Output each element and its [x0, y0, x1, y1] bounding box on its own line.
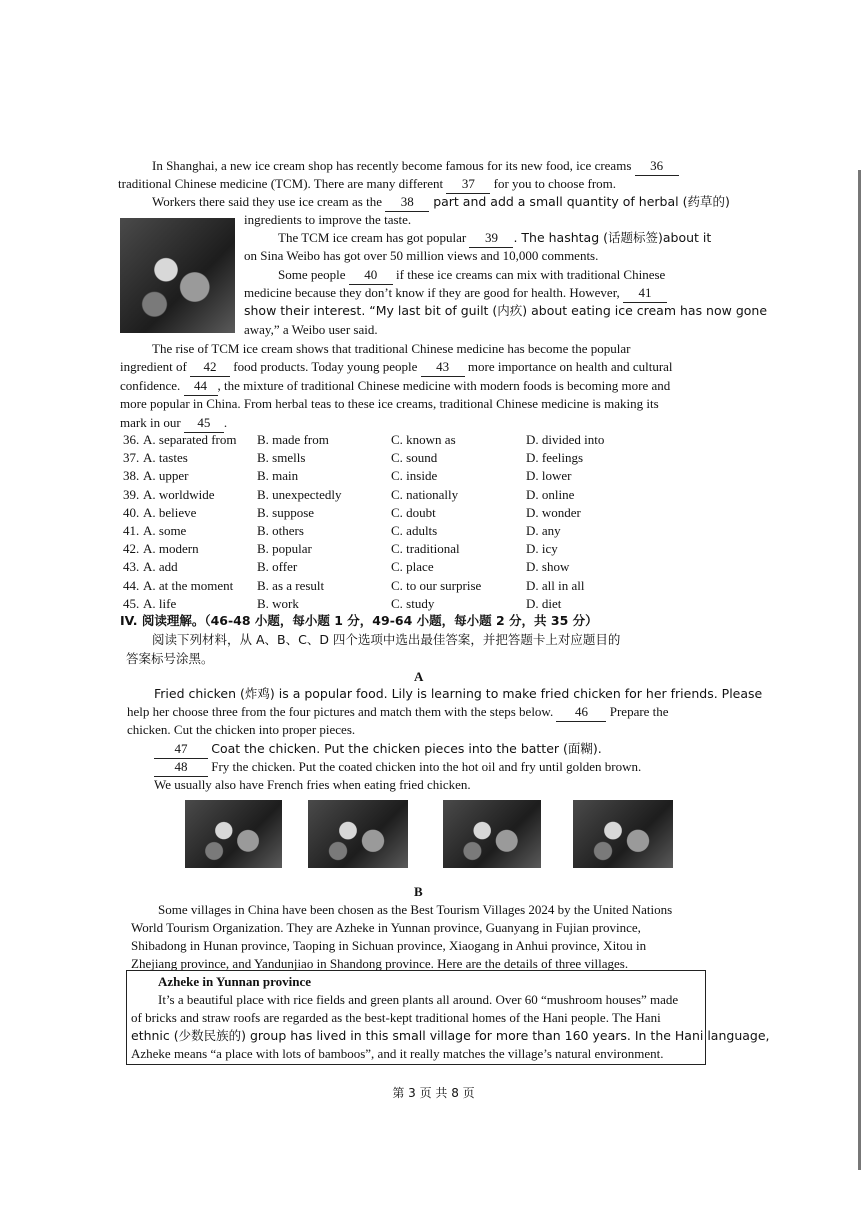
- blank-42: 42: [190, 358, 230, 377]
- option-row: [123, 541, 723, 559]
- question-number: 39.: [123, 486, 140, 502]
- option-d: D. show: [526, 559, 570, 575]
- part-a-line-3: chicken. Cut the chicken into proper pieces.: [127, 722, 356, 737]
- passage-line-11: The rise of TCM ice cream shows that traditional Chinese medicine has become the popular: [152, 341, 631, 356]
- passage-line-15: mark in our 45 .: [120, 414, 227, 433]
- option-a: A. some: [143, 523, 187, 538]
- section-instruction-2: 答案标号涂黑。: [126, 651, 214, 666]
- blank-36: 36: [635, 157, 679, 176]
- option-row: [123, 432, 723, 450]
- blank-44: 44: [184, 377, 218, 396]
- option-b: B. offer: [257, 559, 298, 575]
- option-d: D. online: [526, 486, 575, 502]
- option-a: A. separated from: [143, 432, 237, 447]
- question-number: 38.: [123, 468, 140, 484]
- blank-39: 39: [469, 229, 513, 248]
- passage-line-12: ingredient of 42 food products. Today young people 43 more importance on health and cultural: [120, 358, 673, 377]
- option-a: A. at the moment: [143, 577, 234, 593]
- scan-edge: [858, 170, 861, 1170]
- option-c: C. doubt: [391, 504, 436, 520]
- blank-41: 41: [623, 284, 667, 303]
- option-b: B. others: [257, 523, 304, 538]
- option-row: [123, 468, 723, 486]
- box-line-3: ethnic (少数民族的) group has lived in this small village for more than 160 years. In the Hani language,: [131, 1028, 770, 1043]
- passage-line-6: on Sina Weibo has got over 50 million views and 10,000 comments.: [244, 248, 599, 263]
- option-c: C. study: [391, 595, 435, 611]
- part-b-line-3: Shibadong in Hunan province, Taoping in Sichuan province, Xiaogang in Anhui province, Xitou in: [131, 938, 647, 953]
- option-c: C. sound: [391, 450, 438, 466]
- option-c: C. place: [391, 559, 434, 575]
- step-48: 48 Fry the chicken. Put the coated chicken into the hot oil and fry until golden brown.: [154, 758, 641, 777]
- question-number: 36.: [123, 432, 140, 447]
- blank-45: 45: [184, 414, 224, 433]
- option-c: C. inside: [391, 468, 438, 484]
- passage-line-13: confidence. 44 , the mixture of traditional Chinese medicine with modern foods is becoming more and: [120, 377, 670, 396]
- option-c: C. nationally: [391, 486, 459, 502]
- passage-line-7: Some people 40 if these ice creams can mix with traditional Chinese: [278, 266, 665, 285]
- box-title: Azheke in Yunnan province: [158, 974, 312, 989]
- blank-46: 46: [556, 703, 606, 722]
- option-d: D. feelings: [526, 450, 584, 466]
- option-b: B. popular: [257, 541, 312, 557]
- fried-chicken-picture-4: [573, 800, 673, 868]
- option-b: B. as a result: [257, 577, 325, 593]
- question-number: 37.: [123, 450, 140, 466]
- option-b: B. suppose: [257, 504, 315, 520]
- option-d: D. icy: [526, 541, 558, 557]
- part-a-label: A: [414, 669, 424, 684]
- passage-line-8: medicine because they don’t know if they are good for health. However, 41: [244, 284, 667, 303]
- option-a: A. modern: [143, 541, 199, 557]
- question-number: 40.: [123, 504, 140, 520]
- option-a: A. worldwide: [143, 486, 215, 502]
- passage-line-2: traditional Chinese medicine (TCM). There are many different 37 for you to choose from.: [118, 175, 616, 194]
- passage-line-4: ingredients to improve the taste.: [244, 212, 412, 227]
- blank-40: 40: [349, 266, 393, 285]
- option-a: A. add: [143, 559, 178, 575]
- option-a: A. believe: [143, 504, 197, 520]
- option-a: A. tastes: [143, 450, 188, 466]
- question-number: 42.: [123, 541, 140, 557]
- fried-chicken-picture-2: [308, 800, 408, 868]
- blank-47: 47: [154, 740, 208, 759]
- blank-37: 37: [446, 175, 490, 194]
- fried-chicken-picture-3: [443, 800, 541, 868]
- option-b: B. unexpectedly: [257, 486, 342, 502]
- passage-line-10: away,” a Weibo user said.: [244, 322, 378, 337]
- question-number: 44.: [123, 577, 140, 593]
- box-line-1: It’s a beautiful place with rice fields and green plants all around. Over 60 “mushroom houses” made: [158, 992, 679, 1007]
- option-d: D. all in all: [526, 577, 585, 593]
- option-b: B. main: [257, 468, 299, 484]
- option-c: C. adults: [391, 523, 438, 538]
- option-row: [123, 559, 723, 577]
- option-row: [123, 487, 723, 505]
- question-number: 45.: [123, 595, 140, 611]
- option-row: [123, 450, 723, 468]
- part-b-line-4: Zhejiang province, and Yandunjiao in Shandong province. Here are the details of three villages.: [131, 956, 629, 971]
- question-number: 43.: [123, 559, 140, 575]
- passage-line-14: more popular in China. From herbal teas to these ice creams, traditional Chinese medicine is making its: [120, 396, 659, 411]
- step-47: 47 Coat the chicken. Put the chicken pieces into the batter (面糊).: [154, 740, 602, 759]
- option-row: [123, 505, 723, 523]
- part-a-line-also: We usually also have French fries when eating fried chicken.: [154, 777, 471, 792]
- option-c: C. traditional: [391, 541, 460, 557]
- option-a: A. upper: [143, 468, 189, 484]
- option-a: A. life: [143, 595, 177, 611]
- option-d: D. divided into: [526, 432, 605, 447]
- option-c: C. to our surprise: [391, 577, 482, 593]
- option-d: D. diet: [526, 595, 562, 611]
- option-b: B. work: [257, 595, 299, 611]
- fried-chicken-picture-1: [185, 800, 282, 868]
- option-b: B. smells: [257, 450, 306, 466]
- part-b-label: B: [414, 884, 423, 899]
- option-b: B. made from: [257, 432, 329, 447]
- part-b-line-2: World Tourism Organization. They are Azheke in Yunnan province, Guanyang in Fujian province,: [131, 920, 641, 935]
- page-footer: 第 3 页 共 8 页: [392, 1086, 475, 1100]
- passage-line-3: Workers there said they use ice cream as the 38 part and add a small quantity of herbal (药草的): [152, 193, 730, 212]
- box-line-2: of bricks and straw roofs are regarded as the best-kept traditional homes of the Hani people. The Hani: [131, 1010, 661, 1025]
- blank-48: 48: [154, 758, 208, 777]
- blank-43: 43: [421, 358, 465, 377]
- option-c: C. known as: [391, 432, 456, 447]
- section-instruction-1: 阅读下列材料，从 A、B、C、D 四个选项中选出最佳答案，并把答题卡上对应题目的: [152, 632, 621, 647]
- option-row: [123, 523, 723, 541]
- option-d: D. any: [526, 523, 561, 538]
- part-a-line-1: Fried chicken (炸鸡) is a popular food. Lily is learning to make fried chicken for her friends. Please: [154, 686, 763, 701]
- passage-line-5: The TCM ice cream has got popular 39 . The hashtag (话题标签)about it: [278, 229, 711, 248]
- part-a-line-2: help her choose three from the four pictures and match them with the steps below. 46 Prepare the: [127, 703, 669, 722]
- option-d: D. wonder: [526, 504, 581, 520]
- option-row: [123, 578, 723, 596]
- blank-38: 38: [385, 193, 429, 212]
- question-number: 41.: [123, 523, 140, 538]
- section-heading: IV. 阅读理解。（46-48 小题，每小题 1 分，49-64 小题，每小题 2 分，共 35 分）: [120, 613, 598, 628]
- option-d: D. lower: [526, 468, 572, 484]
- passage-line-1: In Shanghai, a new ice cream shop has recently become famous for its new food, ice creams 36: [152, 157, 679, 176]
- ice-cream-photo: [120, 218, 235, 333]
- part-b-line-1: Some villages in China have been chosen as the Best Tourism Villages 2024 by the United Nations: [158, 902, 673, 917]
- passage-line-9: show their interest. “My last bit of guilt (内疚) about eating ice cream has now gone: [244, 303, 768, 318]
- box-line-4: Azheke means “a place with lots of bamboos”, and it really matches the village’s natural environment.: [131, 1046, 664, 1061]
